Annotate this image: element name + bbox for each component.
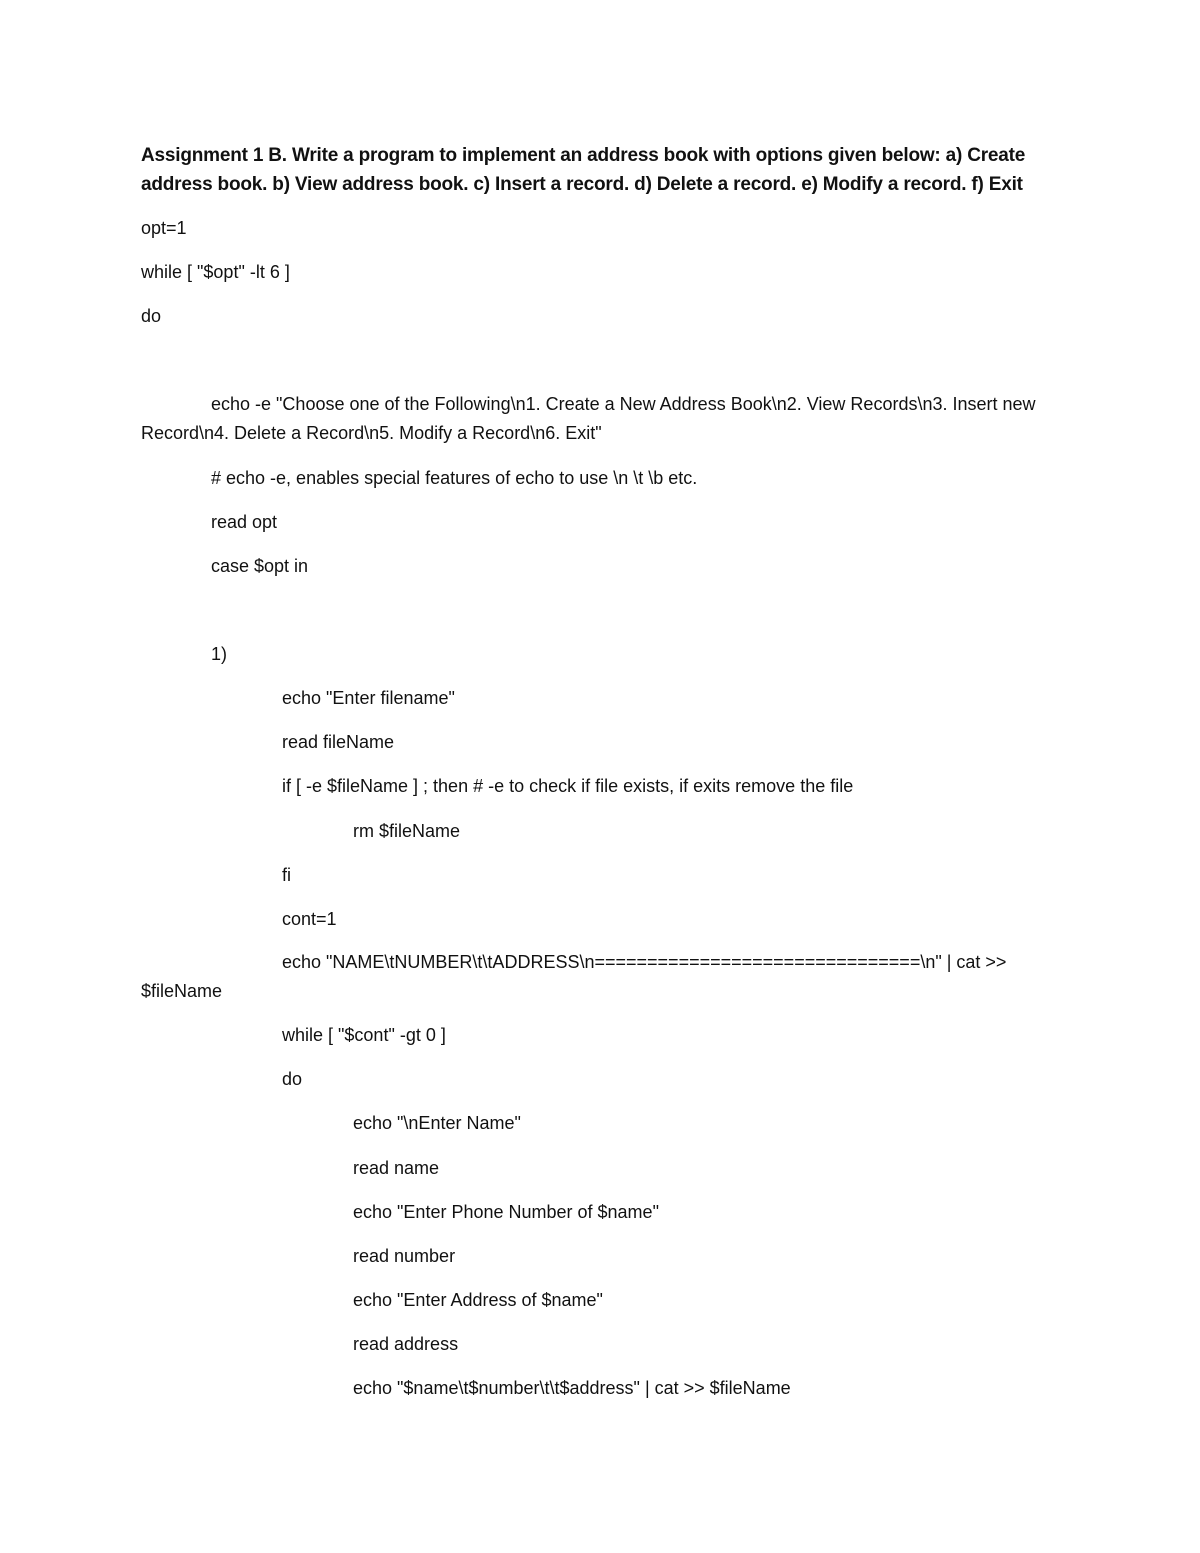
code-line: if [ -e $fileName ] ; then # -e to check if file exists, if exits remove the file xyxy=(282,776,854,796)
code-line: do xyxy=(282,1069,303,1089)
code-line: case $opt in xyxy=(211,556,309,576)
code-line: while [ "$opt" -lt 6 ] xyxy=(141,262,290,282)
code-line: cont=1 xyxy=(282,909,337,929)
code-line: read opt xyxy=(211,512,278,532)
code-line: read name xyxy=(353,1158,440,1178)
code-line: while [ "$cont" -gt 0 ] xyxy=(282,1025,446,1045)
assignment-title: Assignment 1 B. Write a program to implement an address book with options given below: a) Create address book. b) View address book. c) Insert a record. d) Delete a record. e) Modify a record. f) Exit xyxy=(141,145,1026,195)
code-line: rm $fileName xyxy=(353,821,461,841)
code-line-text: echo -e "Choose one of the Following\n1. Create a New Address Book\n2. View Records\n3. Insert new Record\n4. Delete a Record\n5. Modify a Record\n6. Exit" xyxy=(141,394,1036,443)
code-line: echo "$name\t$number\t\t$address" | cat >> $fileName xyxy=(353,1378,791,1398)
code-line: echo "Enter Phone Number of $name" xyxy=(353,1202,659,1222)
code-line: fi xyxy=(282,865,291,885)
code-line: echo "Enter filename" xyxy=(282,688,455,708)
code-line: 1) xyxy=(211,644,228,664)
code-line: opt=1 xyxy=(141,218,187,238)
code-comment: # echo -e, enables special features of echo to use \n \t \b etc. xyxy=(211,468,698,488)
code-line: read number xyxy=(353,1246,456,1266)
code-line: do xyxy=(141,306,162,326)
code-line-wrapped xyxy=(141,390,1041,448)
code-line: read address xyxy=(353,1334,459,1354)
code-line: read fileName xyxy=(282,732,395,752)
code-line-wrapped xyxy=(141,948,1041,1006)
code-line: echo "Enter Address of $name" xyxy=(353,1290,603,1310)
code-line: echo "\nEnter Name" xyxy=(353,1113,521,1133)
code-line-text: echo "NAME\tNUMBER\t\tADDRESS\n===============================\n" | cat >> $fileName xyxy=(141,952,1007,1001)
